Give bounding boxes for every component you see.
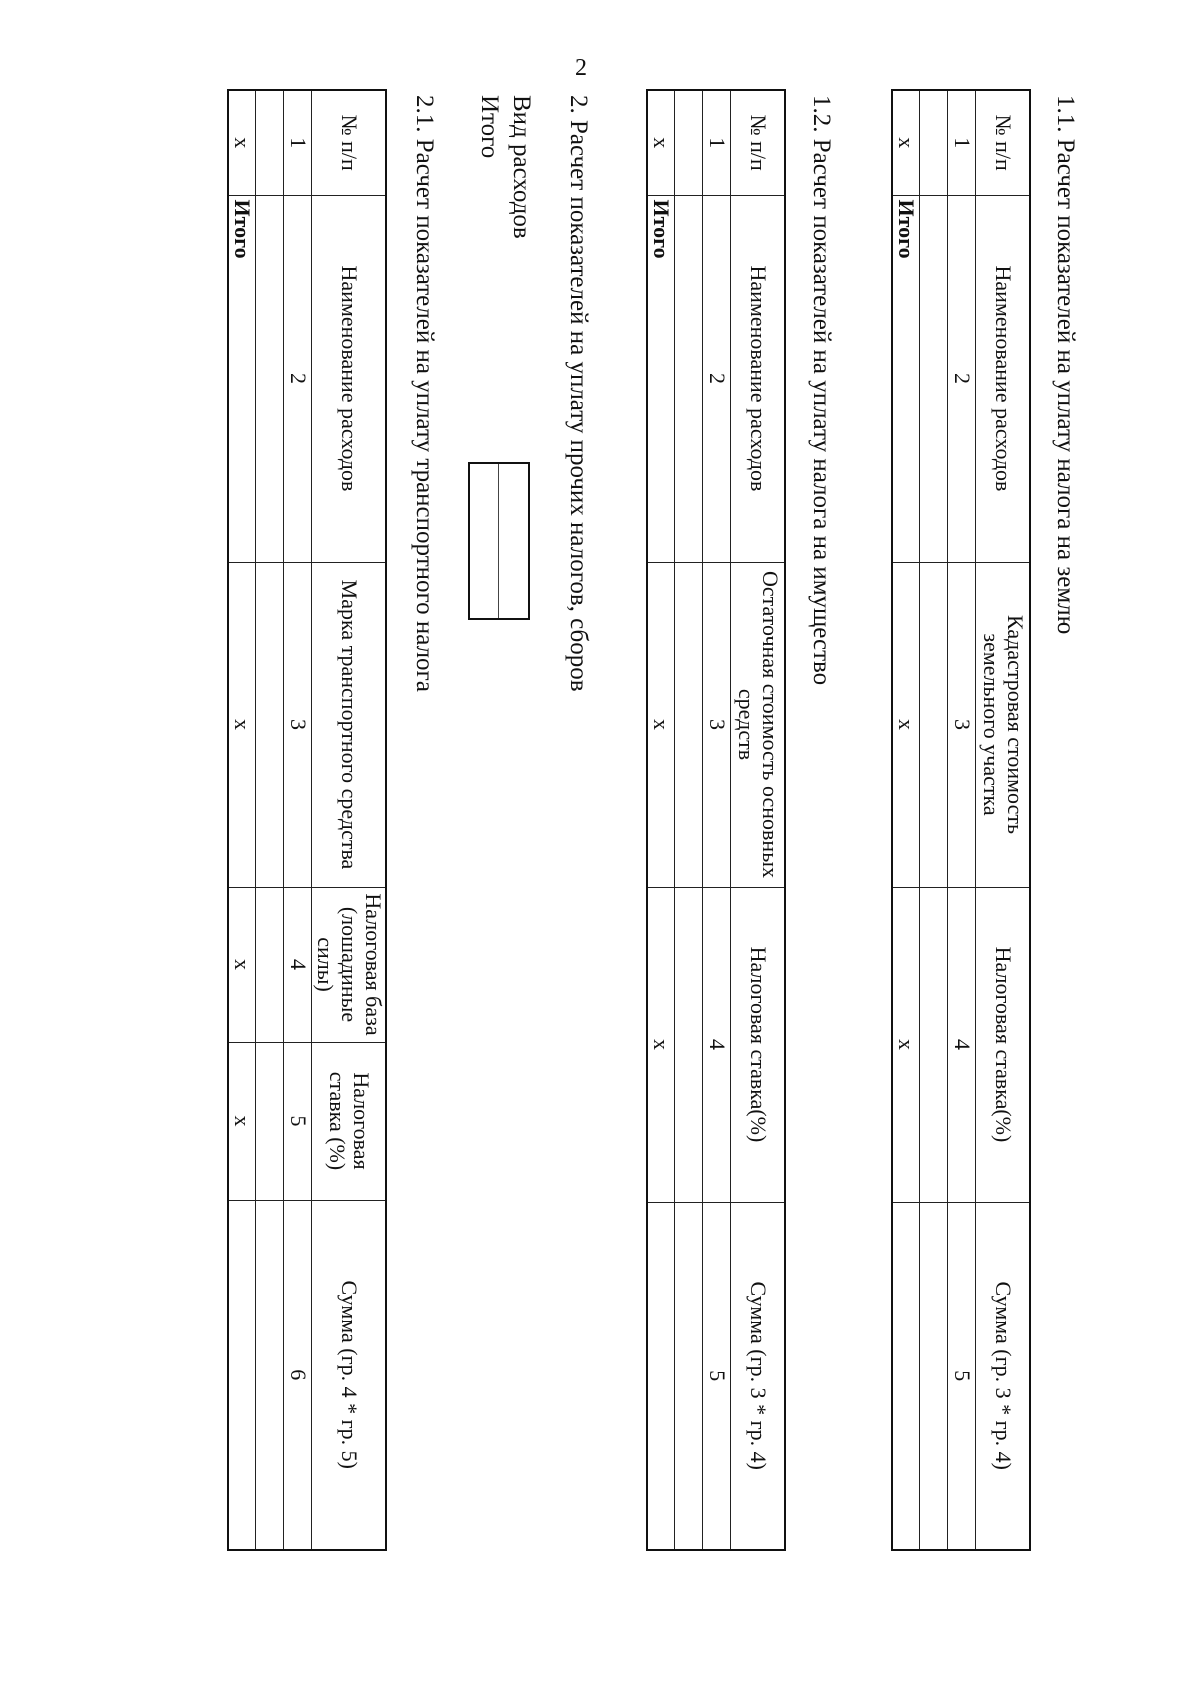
empty-cell xyxy=(256,1042,284,1200)
total-cell: х xyxy=(892,887,920,1202)
header-cell: Налоговая ставка(%) xyxy=(731,887,785,1202)
header-cell: Кадастровая стоимость земельного участка xyxy=(976,562,1030,887)
column-number: 1 xyxy=(284,90,312,195)
empty-cell xyxy=(256,562,284,887)
header-cell: Сумма (гр. 3 * гр. 4) xyxy=(976,1202,1030,1550)
header-cell: Остаточная стоимость основных средств xyxy=(731,562,785,887)
empty-cell xyxy=(256,195,284,562)
empty-cell xyxy=(469,463,499,619)
total-cell: х xyxy=(228,562,256,887)
total-cell: х xyxy=(228,1042,256,1200)
column-number: 2 xyxy=(948,195,976,562)
header-cell: № п/п xyxy=(976,90,1030,195)
header-cell: № п/п xyxy=(731,90,785,195)
column-number: 6 xyxy=(284,1200,312,1550)
header-cell: Сумма (гр. 3 * гр. 4) xyxy=(731,1202,785,1550)
column-number: 4 xyxy=(284,887,312,1042)
total-cell xyxy=(228,1200,256,1550)
total-cell: х xyxy=(228,887,256,1042)
section-1-1-title: 1.1. Расчет показателей на уплату налога на землю xyxy=(1052,95,1079,635)
column-number: 3 xyxy=(703,562,731,887)
column-number: 5 xyxy=(284,1042,312,1200)
expense-type-label: Вид расходов xyxy=(508,95,535,239)
column-number: 2 xyxy=(284,195,312,562)
empty-cell xyxy=(256,887,284,1042)
column-number: 2 xyxy=(703,195,731,562)
header-cell: Наименование расходов xyxy=(976,195,1030,562)
empty-cell xyxy=(920,195,948,562)
header-cell: Наименование расходов xyxy=(312,195,386,562)
total-cell xyxy=(647,1202,675,1550)
header-cell: Налоговая ставка (%) xyxy=(312,1042,386,1200)
section-2-title: 2. Расчет показателей на уплату прочих налогов, сборов xyxy=(565,95,592,692)
total-label: Итого xyxy=(892,195,920,562)
total-cell: х xyxy=(892,562,920,887)
section-1-2-title: 1.2. Расчет показателей на уплату налога на имущество xyxy=(808,95,835,686)
empty-cell xyxy=(675,887,703,1202)
column-number: 5 xyxy=(703,1202,731,1550)
empty-cell xyxy=(920,1202,948,1550)
header-cell: Марка транспортного средства xyxy=(312,562,386,887)
empty-cell xyxy=(920,562,948,887)
empty-cell xyxy=(675,90,703,195)
total-label: Итого xyxy=(228,195,256,562)
empty-cell xyxy=(256,90,284,195)
total-cell: х xyxy=(647,562,675,887)
column-number: 4 xyxy=(948,887,976,1202)
property-tax-table xyxy=(646,89,786,1551)
empty-cell xyxy=(256,1200,284,1550)
header-cell: Налоговая ставка(%) xyxy=(976,887,1030,1202)
header-cell: № п/п xyxy=(312,90,386,195)
land-tax-table xyxy=(891,89,1031,1551)
total-cell: х xyxy=(228,90,256,195)
total-cell: х xyxy=(892,90,920,195)
empty-cell xyxy=(920,887,948,1202)
column-number: 4 xyxy=(703,887,731,1202)
other-taxes-table xyxy=(468,462,530,620)
column-number: 1 xyxy=(703,90,731,195)
column-number: 3 xyxy=(948,562,976,887)
total-label: Итого xyxy=(647,195,675,562)
transport-tax-table xyxy=(227,89,387,1551)
empty-cell xyxy=(675,562,703,887)
total-cell xyxy=(892,1202,920,1550)
column-number: 1 xyxy=(948,90,976,195)
total-cell: х xyxy=(647,887,675,1202)
header-cell: Налоговая база (лошадиные силы) xyxy=(312,887,386,1042)
empty-cell xyxy=(675,195,703,562)
header-cell: Наименование расходов xyxy=(731,195,785,562)
column-number: 5 xyxy=(948,1202,976,1550)
empty-cell xyxy=(675,1202,703,1550)
page-number: 2 xyxy=(575,55,587,81)
empty-cell xyxy=(499,463,529,619)
total-label: Итого xyxy=(476,95,503,159)
total-cell: х xyxy=(647,90,675,195)
section-2-1-title: 2.1. Расчет показателей на уплату транспортного налога xyxy=(411,95,438,692)
header-cell: Сумма (гр. 4 * гр. 5) xyxy=(312,1200,386,1550)
empty-cell xyxy=(920,90,948,195)
column-number: 3 xyxy=(284,562,312,887)
rotated-content xyxy=(80,95,1080,1565)
